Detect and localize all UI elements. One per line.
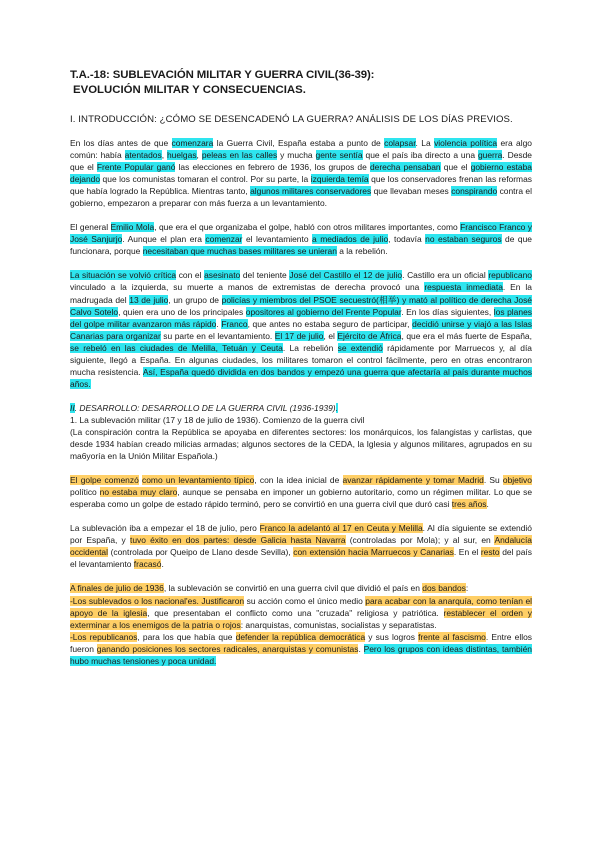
paragraph-crisis-july	[70, 269, 532, 389]
highlighted-text: conspirando	[451, 186, 498, 197]
highlighted-text: A finales de julio de 1936	[70, 583, 164, 594]
highlighted-text: Franco la adelantó al 17 en Ceuta y Melilla	[259, 523, 423, 534]
paragraph-text: , que era el más fuerte de España,	[401, 330, 532, 341]
paragraph-text: de que funcionara, porque	[70, 234, 532, 257]
paragraph-text: : anarquistas, comunistas, socialistas y separatistas.	[240, 619, 437, 630]
paragraph-text: , un grupo de	[168, 294, 222, 305]
paragraph-text: rápidamente por Marruecos y, al día siguiente, llegó a España. En algunas ciudades, los militares tomaron el control fácilmente, pero en otras encontraron mucha resistencia.	[70, 342, 532, 377]
paragraph-development-heading	[70, 402, 532, 462]
highlighted-text: republicano	[488, 270, 532, 281]
highlighted-text: Franco	[221, 318, 248, 329]
paragraph-text: . Castillo era un oficial	[402, 270, 489, 281]
highlighted-text: tres años	[451, 499, 487, 510]
highlighted-text: se rebeló en las ciudades de Melilla, Tetuán y Ceuta	[70, 342, 283, 353]
highlighted-text: Así, España quedó dividida en dos bandos y empezó una guerra que afectaría al país durante muchos años.	[70, 366, 532, 389]
paragraph-text: , que presentaban el conflicto como una "cruzada" religiosa y patriótica.	[147, 607, 444, 618]
paragraph-uprising-spread	[70, 522, 532, 570]
paragraph-text: político	[70, 487, 100, 498]
paragraph-text: el levantamiento	[242, 234, 313, 245]
paragraph-text: . La	[415, 138, 435, 148]
highlighted-text: policías y miembros del PSOE secuestró(相举) y mató al político de derecha José Calvo Sotelo	[70, 294, 532, 317]
paragraph-text: que el país iba directo a una	[362, 150, 478, 161]
highlighted-text: José del Castillo el 12 de julio	[289, 270, 403, 281]
highlighted-text: opositores al gobierno del Frente Popular	[245, 306, 402, 317]
highlighted-text: -Los sublevados o los nacional'es. Justificaron	[70, 595, 245, 606]
spacer	[70, 462, 532, 474]
paragraph-text: era algo común: había	[70, 138, 532, 161]
highlighted-text: los planes del golpe militar avanzaron más rápido	[70, 306, 532, 329]
highlighted-text: algunos militares conservadores	[250, 186, 372, 197]
highlighted-text: gobierno estaba dejando	[70, 162, 532, 185]
paragraph-text: . Desde que el	[70, 150, 532, 173]
paragraph-mola-organization	[70, 221, 532, 257]
highlighted-text: derecha pensaban	[369, 162, 441, 173]
highlighted-text: restablecer el orden y exterminar a los enemigos de la patria o rojos	[70, 607, 532, 630]
paragraph-text: las elecciones en febrero de 1936, los grupos de	[175, 162, 370, 173]
highlighted-text: peleas en las calles	[201, 150, 278, 161]
paragraph-text: . DESARROLLO: DESARROLLO DE LA GUERRA CIVIL (1936-1939)	[74, 402, 336, 413]
highlighted-text: frente al fascismo	[418, 631, 486, 642]
paragraph-text: El general	[70, 222, 111, 233]
paragraph-text: . Aunque el plan era	[122, 234, 206, 245]
paragraph-text: y mucha	[277, 150, 316, 161]
highlighted-text: objetivo	[502, 475, 532, 486]
paragraph-text: .	[161, 559, 164, 570]
highlighted-text: asesinato	[204, 270, 241, 281]
highlighted-text: izquierda temía	[310, 174, 369, 185]
paragraph-text: . Al día siguiente se extendió por España, y	[70, 523, 532, 546]
paragraph-text: y sus logros	[365, 631, 419, 642]
highlighted-text: decidió unirse y viajó a las Islas Canarias para organizar	[70, 318, 532, 341]
highlighted-text: Ejército de África	[337, 330, 402, 341]
paragraph-text: (controlada por Queipo de Llano desde Sevilla),	[108, 547, 294, 558]
highlighted-text: violencia política	[434, 138, 498, 148]
highlighted-text: no estaban seguros	[425, 234, 502, 245]
highlighted-text: a mediados de julio	[312, 234, 389, 245]
paragraph-text: , quien era uno de los principales	[118, 306, 246, 317]
paragraph-text: . La rebelión	[282, 342, 338, 353]
highlighted-text: para acabar con la anarquía, como tenían el apoyo de la iglesia	[70, 595, 533, 618]
paragraph-pre-war-situation	[70, 137, 532, 209]
paragraph-text: que llevaban meses	[371, 186, 452, 197]
paragraph-text: contra el gobierno, empezaron a preparar con más fuerza a un levantamiento.	[70, 186, 532, 209]
paragraph-text: vinculado a la izquierda, su muerte a manos de extremistas de derecha provocó una	[70, 282, 425, 293]
highlighted-text: Francisco Franco y José Sanjurjo	[70, 222, 532, 245]
document-page	[70, 68, 532, 667]
highlighted-text: dos bandos	[422, 583, 466, 594]
paragraph-text: su parte en el levantamiento.	[160, 330, 275, 341]
paragraph-text: que el	[440, 162, 471, 173]
highlighted-text: .	[335, 402, 338, 413]
document-title: T.A.-18: SUBLEVACIÓN MILITAR Y GUERRA CIVIL(36-39):	[70, 69, 375, 81]
paragraph-text: , que antes no estaba seguro de participar,	[247, 318, 413, 329]
paragraph-text: , que era el que organizaba el golpe, habló con otros militares importantes, como	[154, 222, 461, 233]
highlighted-text: no estaba muy claro	[99, 487, 178, 498]
highlighted-text: con extensión hacia Marruecos y Canarias	[293, 547, 454, 558]
highlighted-text: La situación se volvió crítica	[70, 270, 177, 281]
paragraph-text: ,	[161, 150, 167, 161]
highlighted-text: comenzara	[171, 138, 214, 148]
paragraph-text: , el	[323, 330, 338, 341]
spacer	[70, 510, 532, 522]
highlighted-text: respuesta inmediata	[424, 282, 503, 293]
spacer	[70, 257, 532, 269]
paragraph-text: :	[465, 583, 469, 594]
highlighted-text: defender la república democrática	[235, 631, 366, 642]
paragraph-text: . Su	[483, 475, 503, 486]
highlighted-text: comenzar	[205, 234, 243, 245]
highlighted-text: como un levantamiento típico	[142, 475, 255, 486]
paragraph-text: .	[216, 318, 222, 329]
paragraph-text: su acción como el único medio	[244, 595, 366, 606]
paragraph-text: , aunque se pensaba en imponer un gobierno autoritario, como un régimen militar. Lo que se esperaba como un golpe de estado rápido terminó, pero se convirtió en una guerra civil que duró casi	[70, 487, 533, 510]
paragraph-text: que los comunistas tomaran el control. Por su parte, la	[100, 174, 311, 185]
paragraph-text: del país el levantamiento	[70, 547, 532, 570]
document-subtitle: EVOLUCIÓN MILITAR Y CONSECUENCIAS.	[73, 84, 306, 96]
highlighted-text: necesitaban que muchas bases militares se unieran	[142, 246, 337, 257]
paragraph-text: . En la madrugada del	[70, 282, 532, 305]
highlighted-text: se extendió	[337, 342, 383, 353]
paragraph-text: .	[358, 643, 364, 654]
paragraph-text: , todavía	[388, 234, 426, 245]
paragraph-text: En los días antes de que	[70, 138, 172, 148]
paragraph-text: , para los que había que	[137, 631, 236, 642]
highlighted-text: colapsar	[384, 138, 416, 148]
spacer	[70, 209, 532, 221]
spacer	[70, 570, 532, 582]
paragraph-text: ,	[196, 150, 202, 161]
paragraph-text: (controladas por Mola); y al sur, en	[345, 535, 495, 546]
highlighted-text: ganando posiciones los sectores radicales, anarquistas y comunistas	[96, 643, 359, 654]
highlighted-text: El golpe comenzó	[70, 475, 139, 486]
highlighted-text: huelgas	[166, 150, 197, 161]
highlighted-text: II	[70, 402, 75, 413]
paragraph-text: que los conservadores frenan las reformas que había logrado la República. Mientras tanto,	[70, 174, 532, 197]
paragraph-two-sides	[70, 582, 532, 666]
highlighted-text: avanzar rápidamente y tomar Madrid	[342, 475, 484, 486]
paragraph-text: con el	[176, 270, 205, 281]
paragraph-coup-start	[70, 474, 532, 510]
highlighted-text: resto	[480, 547, 500, 558]
paragraph-text: , la sublevación se convirtió en una guerra civil que dividió el país en	[163, 583, 423, 594]
highlighted-text: Emilio Mola	[110, 222, 155, 233]
paragraph-text: 1. La sublevación militar (17 y 18 de julio de 1936). Comienzo de la guerra civil (La conspiración contra la República se apoyaba en diferentes sectores: los monárquicos, los falangistas y carlistas, que desde 1934 habían creado milicias armadas; algunos sectores de la CEDA, la Iglesia y algunos militares, agrupados en su ma6yoría en la Unión Militar Española.)	[70, 414, 532, 462]
spacer	[70, 126, 532, 137]
highlighted-text: atentados	[124, 150, 162, 161]
highlighted-text: Frente Popular ganó	[96, 162, 176, 173]
highlighted-text: Pero los grupos con ideas distintas, también hubo muchas tensiones y poca unidad.	[70, 643, 532, 666]
spacer	[70, 390, 532, 402]
highlighted-text: fracasó	[133, 559, 162, 570]
highlighted-text: guerra	[477, 150, 503, 161]
paragraph-text: . Entre ellos fueron	[70, 631, 532, 654]
paragraph-text: a la rebelión.	[336, 246, 388, 257]
highlighted-text: Andalucía occidental	[70, 535, 532, 558]
paragraph-text: La sublevación iba a empezar el 18 de julio, pero	[70, 523, 260, 534]
paragraph-text: , con la idea inicial de	[254, 475, 343, 486]
paragraph-text: .	[486, 499, 489, 510]
paragraph-text: la Guerra Civil, España estaba a punto de	[213, 138, 385, 148]
paragraph-text: . En el	[453, 547, 481, 558]
highlighted-text: El 17 de julio	[274, 330, 324, 341]
highlighted-text: 13 de julio	[129, 294, 169, 305]
spacer	[70, 98, 532, 114]
paragraph-text: . En los días siguientes,	[401, 306, 494, 317]
highlighted-text: gente sentía	[315, 150, 363, 161]
section-1-heading: I. INTRODUCCIÓN: ¿CÓMO SE DESENCADENÓ LA GUERRA? ANÁLISIS DE LOS DÍAS PREVIOS.	[70, 114, 513, 125]
paragraph-text: del teniente	[240, 270, 290, 281]
highlighted-text: -Los republicanos	[70, 631, 138, 642]
highlighted-text: tuvo éxito en dos partes: desde Galicia hasta Navarra	[129, 535, 346, 546]
